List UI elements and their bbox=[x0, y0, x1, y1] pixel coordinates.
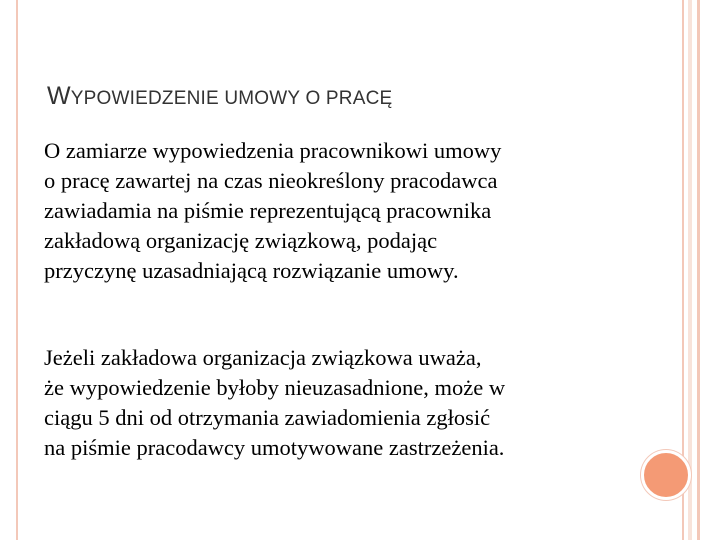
paragraph-objection bbox=[44, 343, 634, 463]
paragraph-line: zakładową organizację związkową, podając bbox=[44, 228, 438, 253]
right-frame-edge bbox=[697, 0, 700, 540]
title-initial: W bbox=[47, 82, 71, 110]
paragraph-line: na piśmie pracodawcy umotywowane zastrzeżenia. bbox=[44, 435, 505, 460]
title-word-1: YPOWIEDZENIE bbox=[70, 88, 225, 109]
accent-circle bbox=[641, 450, 691, 500]
right-frame-bar bbox=[688, 0, 692, 540]
title-word-2: UMOWY bbox=[224, 88, 306, 109]
paragraph-line: przyczynę uzasadniającą rozwiązanie umowy. bbox=[44, 258, 459, 283]
paragraph-line: ciągu 5 dni od otrzymania zawiadomienia zgłosić bbox=[44, 405, 491, 430]
paragraph-line: O zamiarze wypowiedzenia pracownikowi umowy bbox=[44, 138, 502, 163]
slide-title bbox=[47, 75, 392, 112]
title-word-4: PRACĘ bbox=[325, 88, 393, 109]
paragraph-notice bbox=[44, 136, 634, 286]
paragraph-line: Jeżeli zakładowa organizacja związkowa uważa, bbox=[44, 345, 482, 370]
paragraph-line: że wypowiedzenie byłoby nieuzasadnione, może w bbox=[44, 375, 506, 400]
paragraph-line: o pracę zawartej na czas nieokreślony pracodawca bbox=[44, 168, 498, 193]
title-word-3: O bbox=[305, 88, 326, 109]
paragraph-line: zawiadamia na piśmie reprezentującą pracownika bbox=[44, 198, 492, 223]
left-frame-line bbox=[16, 0, 18, 540]
